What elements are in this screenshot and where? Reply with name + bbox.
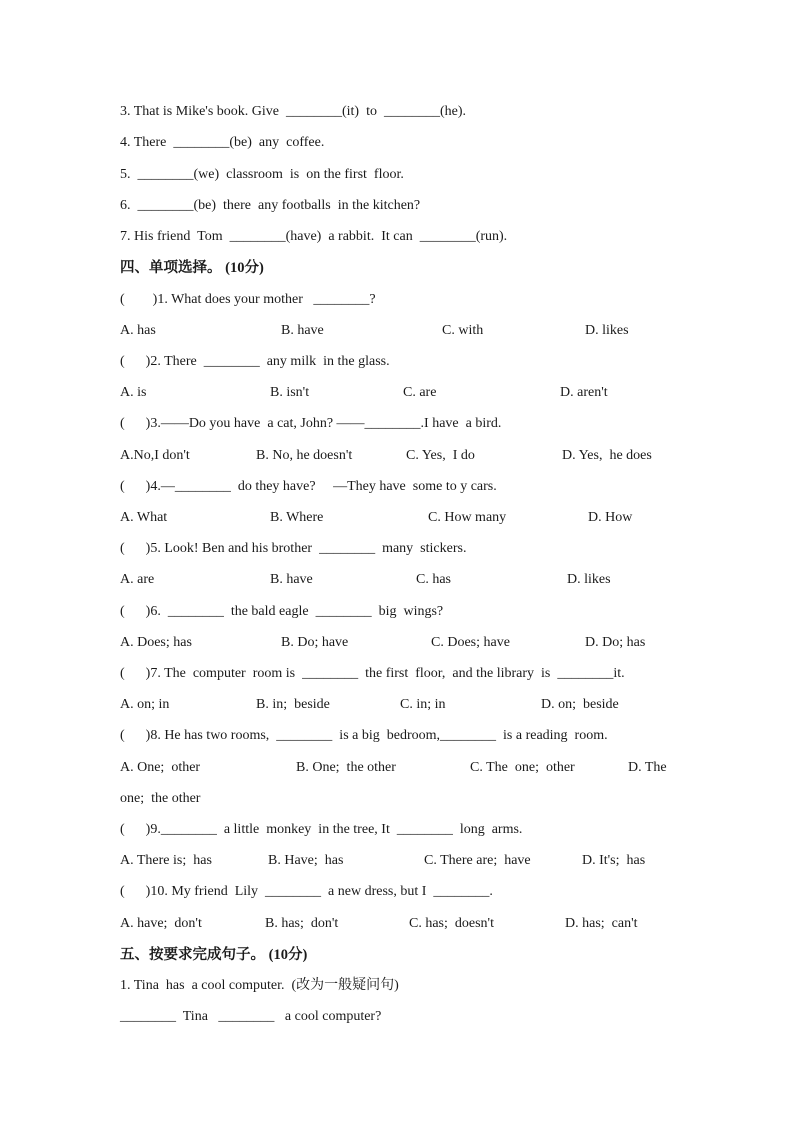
mc-question-6: ( )6. ________ the bald eagle ________ big wings? xyxy=(120,604,444,619)
mc-option: B. Do; have xyxy=(281,635,349,650)
mc-option: A. on; in xyxy=(120,697,170,712)
mc-question-9: ( )9.________ a little monkey in the tree, It ________ long arms. xyxy=(120,822,523,837)
mc-option: C. in; in xyxy=(400,697,446,712)
mc-option: A.No,I don't xyxy=(120,448,190,463)
mc-option: A. are xyxy=(120,572,155,587)
fill-in-q3: 3. That is Mike's book. Give ________(it) to ________(he). xyxy=(120,104,467,119)
section-4-heading: 四、单项选择。 (10分) xyxy=(120,260,264,276)
mc-question-1: ( )1. What does your mother ________? xyxy=(120,292,376,307)
mc-option: C. How many xyxy=(428,510,507,525)
mc-option: C. Yes, I do xyxy=(406,448,475,463)
mc-option: B. Where xyxy=(270,510,324,525)
mc-option: B. has; don't xyxy=(265,916,339,931)
fill-in-q7: 7. His friend Tom ________(have) a rabbit. It can ________(run). xyxy=(120,229,508,244)
mc-option: D. How xyxy=(588,510,633,525)
mc-option-wrap: one; the other xyxy=(120,791,201,806)
mc-question-8: ( )8. He has two rooms, ________ is a big bedroom,________ is a reading room. xyxy=(120,728,608,743)
mc-option: C. Does; have xyxy=(431,635,510,650)
mc-option: A. has xyxy=(120,323,156,338)
mc-option: A. There is; has xyxy=(120,853,212,868)
mc-option: D. likes xyxy=(585,323,629,338)
mc-question-7: ( )7. The computer room is ________ the first floor, and the library is ________it. xyxy=(120,666,625,681)
mc-option: B. Have; has xyxy=(268,853,344,868)
mc-option: D. on; beside xyxy=(541,697,619,712)
mc-question-5: ( )5. Look! Ben and his brother ________ many stickers. xyxy=(120,541,467,556)
mc-option: B. One; the other xyxy=(296,760,396,775)
mc-option: B. have xyxy=(270,572,313,587)
mc-option: C. has; doesn't xyxy=(409,916,494,931)
mc-option: C. The one; other xyxy=(470,760,575,775)
sentence-task-1-answer: ________ Tina ________ a cool computer? xyxy=(120,1009,382,1024)
mc-option: D. It's; has xyxy=(582,853,646,868)
mc-option: D. aren't xyxy=(560,385,608,400)
mc-option: B. No, he doesn't xyxy=(256,448,353,463)
mc-question-3: ( )3.——Do you have a cat, John? ——________.I have a bird. xyxy=(120,416,502,431)
mc-option: B. in; beside xyxy=(256,697,330,712)
mc-option: A. One; other xyxy=(120,760,201,775)
mc-option: B. have xyxy=(281,323,324,338)
fill-in-q5: 5. ________(we) classroom is on the first floor. xyxy=(120,167,404,182)
section-5-heading: 五、按要求完成句子。 (10分) xyxy=(120,947,308,963)
mc-option: C. There are; have xyxy=(424,853,531,868)
mc-question-10: ( )10. My friend Lily ________ a new dress, but I ________. xyxy=(120,884,493,899)
mc-option: C. with xyxy=(442,323,484,338)
mc-question-2: ( )2. There ________ any milk in the glass. xyxy=(120,354,390,369)
fill-in-q4: 4. There ________(be) any coffee. xyxy=(120,135,325,150)
sentence-task-1: 1. Tina has a cool computer. (改为一般疑问句) xyxy=(120,978,399,993)
mc-option: D. The xyxy=(628,760,667,775)
mc-option: D. Do; has xyxy=(585,635,646,650)
mc-option: C. has xyxy=(416,572,451,587)
mc-option: C. are xyxy=(403,385,437,400)
mc-option: A. Does; has xyxy=(120,635,192,650)
mc-option: A. What xyxy=(120,510,168,525)
mc-option: D. Yes, he does xyxy=(562,448,652,463)
fill-in-q6: 6. ________(be) there any footballs in the kitchen? xyxy=(120,198,421,213)
mc-question-4: ( )4.—________ do they have? —They have some to y cars. xyxy=(120,479,497,494)
mc-option: A. have; don't xyxy=(120,916,202,931)
mc-option: D. likes xyxy=(567,572,611,587)
mc-option: D. has; can't xyxy=(565,916,638,931)
mc-option: B. isn't xyxy=(270,385,310,400)
mc-option: A. is xyxy=(120,385,147,400)
